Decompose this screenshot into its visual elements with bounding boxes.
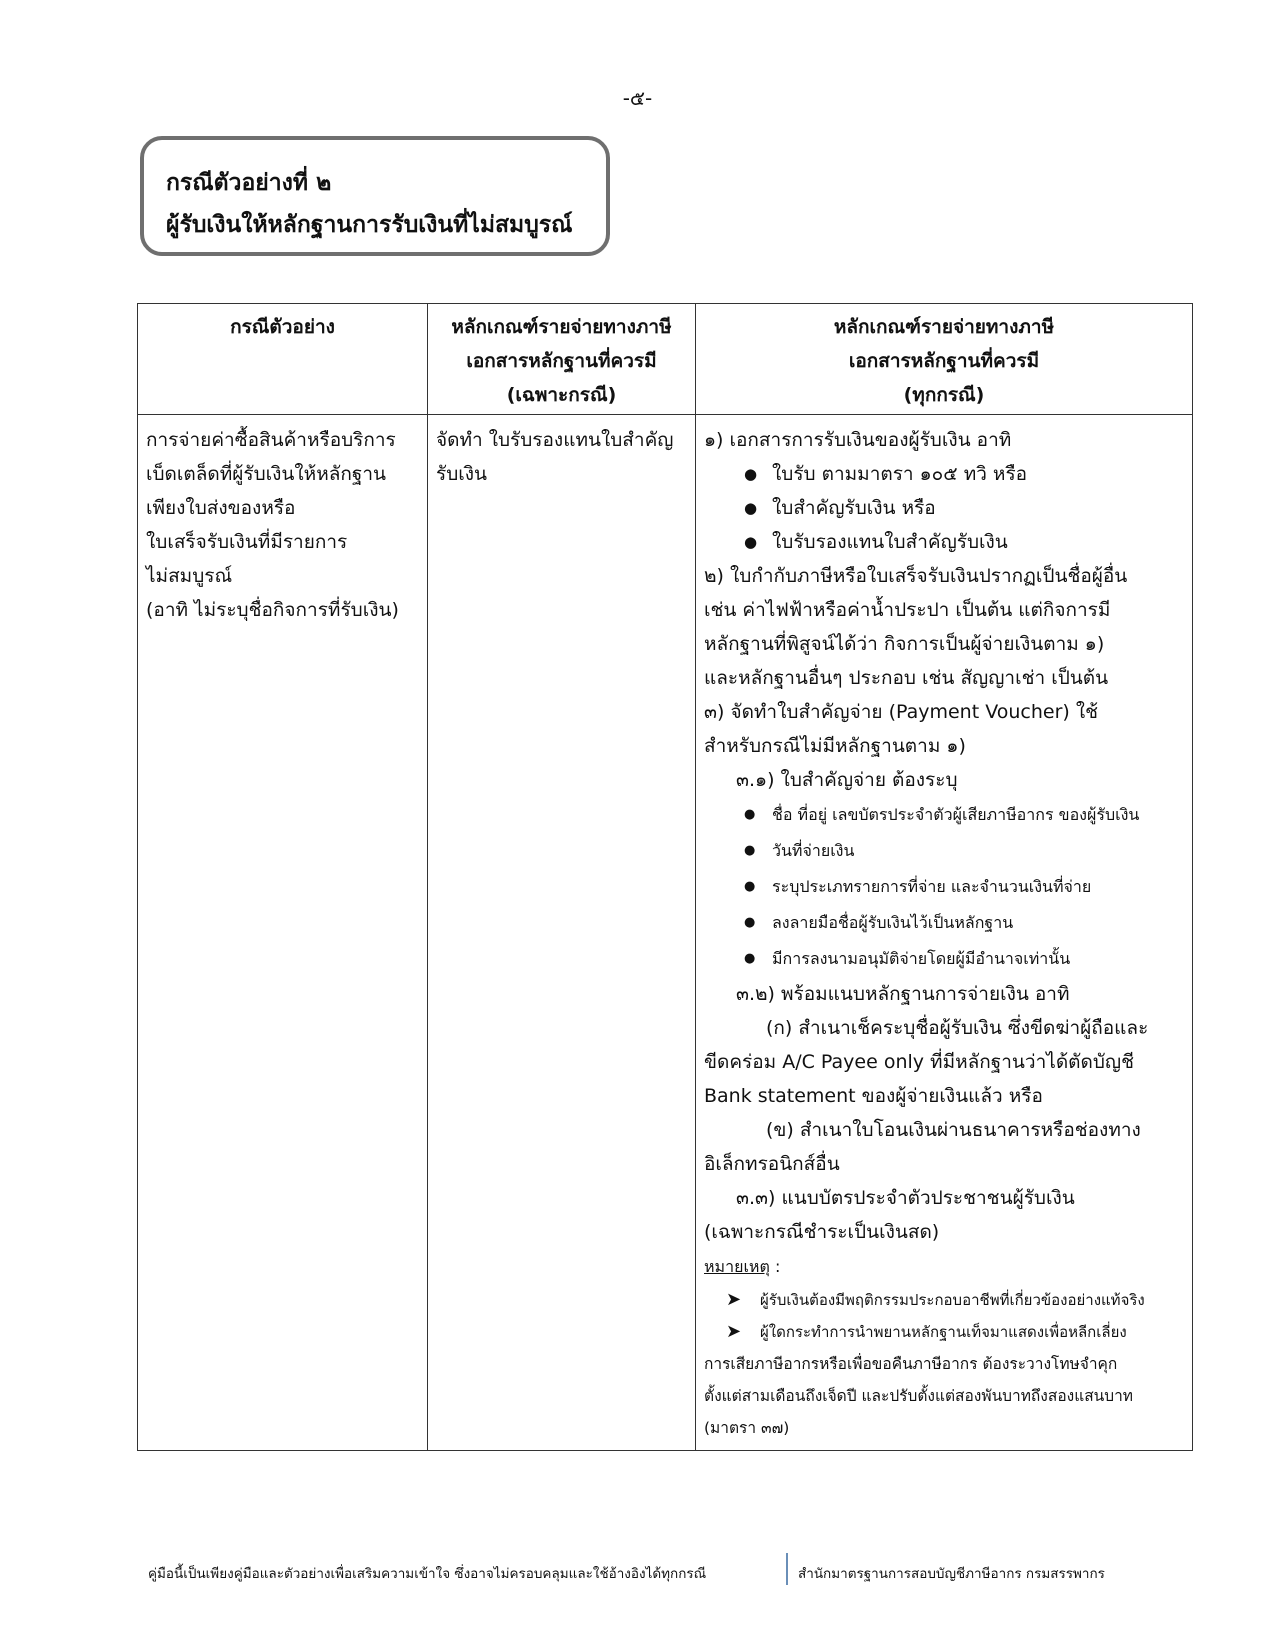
item-3-line: ๓) จัดทำใบสำคัญจ่าย (Payment Voucher) ใช้: [704, 701, 1099, 723]
bullet-item: ● ใบรับ ตามมาตรา ๑๐๕ ทวิ หรือ: [704, 457, 1184, 491]
table-row: [138, 415, 1193, 1451]
item-3-2-a-line: ขีดคร่อม A/C Payee only ที่มีหลักฐานว่าได้ตัดบัญชี: [704, 1051, 1134, 1073]
note-line: การเสียภาษีอากรหรือเพื่อขอคืนภาษีอากร ต้องระวางโทษจำคุก: [704, 1355, 1118, 1373]
footer-disclaimer: คู่มือนี้เป็นเพียงคู่มือและตัวอย่างเพื่อเสริมความเข้าใจ ซึ่งอาจไม่ครอบคลุมและใช้อ้างอิงได้ทุกกรณี: [148, 1566, 707, 1582]
example-case-cell: การจ่ายค่าซื้อสินค้าหรือบริการ เบ็ดเตล็ดที่ผู้รับเงินให้หลักฐาน เพียงใบส่งของหรือ ใบเสร็จรับเงินที่มีรายการ ไม่สมบูรณ์ (อาทิ ไม่ระบุชื่อกิจการที่รับเงิน): [138, 415, 428, 1451]
item-3-2-b: (ข) สำเนาใบโอนเงินผ่านธนาคารหรือช่องทาง: [766, 1119, 1141, 1141]
header-specific-docs: หลักเกณฑ์รายจ่ายทางภาษี เอกสารหลักฐานที่ควรมี (เฉพาะกรณี): [428, 304, 696, 415]
note-line: ตั้งแต่สามเดือนถึงเจ็ดปี และปรับตั้งแต่สองพันบาทถึงสองแสนบาท: [704, 1387, 1134, 1405]
item-2-line: ๒) ใบกำกับภาษีหรือใบเสร็จรับเงินปรากฏเป็นชื่อผู้อื่น: [704, 565, 1128, 587]
footer-agency: สำนักมาตรฐานการสอบบัญชีภาษีอากร กรมสรรพากร: [798, 1566, 1105, 1582]
bullet-item: ● ใบสำคัญรับเงิน หรือ: [704, 491, 1184, 525]
item-3-2-b-line: อิเล็กทรอนิกส์อื่น: [704, 1153, 840, 1175]
voucher-requirement: ● ระบุประเภทรายการที่จ่าย และจำนวนเงินที่จ่าย: [704, 869, 1184, 905]
voucher-requirement: ● วันที่จ่ายเงิน: [704, 833, 1184, 869]
header-all-case-docs: หลักเกณฑ์รายจ่ายทางภาษี เอกสารหลักฐานที่ควรมี (ทุกกรณี): [696, 304, 1193, 415]
specific-docs-cell: จัดทำ ใบรับรองแทนใบสำคัญ รับเงิน: [428, 415, 696, 1451]
note-line: (มาตรา ๓๗): [704, 1419, 790, 1437]
table-header-row: [138, 304, 1193, 415]
item-3-3-note: (เฉพาะกรณีชำระเป็นเงินสด): [704, 1221, 940, 1243]
voucher-requirement: ● ลงลายมือชื่อผู้รับเงินไว้เป็นหลักฐาน: [704, 905, 1184, 941]
footer-divider: [786, 1553, 788, 1585]
item-3-2-a-line: Bank statement ของผู้จ่ายเงินแล้ว หรือ: [704, 1085, 1043, 1107]
case-title-box: [140, 136, 610, 256]
note-item: ➤ ผู้รับเงินต้องมีพฤติกรรมประกอบอาชีพที่เกี่ยวข้องอย่างแท้จริง: [704, 1284, 1184, 1316]
header-example-case: กรณีตัวอย่าง: [138, 304, 428, 415]
voucher-requirement: ● ชื่อ ที่อยู่ เลขบัตรประจำตัวผู้เสียภาษีอากร ของผู้รับเงิน: [704, 797, 1184, 833]
all-case-docs-cell: [696, 415, 1193, 1451]
item-2-line: หลักฐานที่พิสูจน์ได้ว่า กิจการเป็นผู้จ่ายเงินตาม ๑): [704, 633, 1105, 655]
item-3-2: ๓.๒) พร้อมแนบหลักฐานการจ่ายเงิน อาทิ: [736, 983, 1070, 1005]
note-item: ➤ ผู้ใดกระทำการนำพยานหลักฐานเท็จมาแสดงเพื่อหลีกเลี่ยง: [704, 1316, 1184, 1348]
note-colon: :: [769, 1257, 781, 1276]
tax-rules-table: [137, 303, 1193, 1451]
case-title: กรณีตัวอย่างที่ ๒: [166, 170, 332, 196]
item-3-3: ๓.๓) แนบบัตรประจำตัวประชาชนผู้รับเงิน: [736, 1187, 1075, 1209]
case-subtitle: ผู้รับเงินให้หลักฐานการรับเงินที่ไม่สมบูรณ์: [166, 212, 573, 238]
note-label: หมายเหตุ: [704, 1257, 770, 1276]
item-2-line: เช่น ค่าไฟฟ้าหรือค่าน้ำประปา เป็นต้น แต่กิจการมี: [704, 599, 1111, 621]
item-3-2-a: (ก) สำเนาเช็คระบุชื่อผู้รับเงิน ซึ่งขีดฆ่าผู้ถือและ: [766, 1017, 1149, 1039]
voucher-requirement: ● มีการลงนามอนุมัติจ่ายโดยผู้มีอำนาจเท่านั้น: [704, 941, 1184, 977]
item-3-1: ๓.๑) ใบสำคัญจ่าย ต้องระบุ: [736, 769, 958, 791]
item-2-line: และหลักฐานอื่นๆ ประกอบ เช่น สัญญาเช่า เป็นต้น: [704, 667, 1109, 689]
bullet-item: ● ใบรับรองแทนใบสำคัญรับเงิน: [704, 525, 1184, 559]
note-header: [704, 1249, 1184, 1284]
item-3-line: สำหรับกรณีไม่มีหลักฐานตาม ๑): [704, 735, 966, 757]
page-number: -๕-: [622, 86, 653, 110]
item-1: ๑) เอกสารการรับเงินของผู้รับเงิน อาทิ: [704, 429, 1012, 451]
